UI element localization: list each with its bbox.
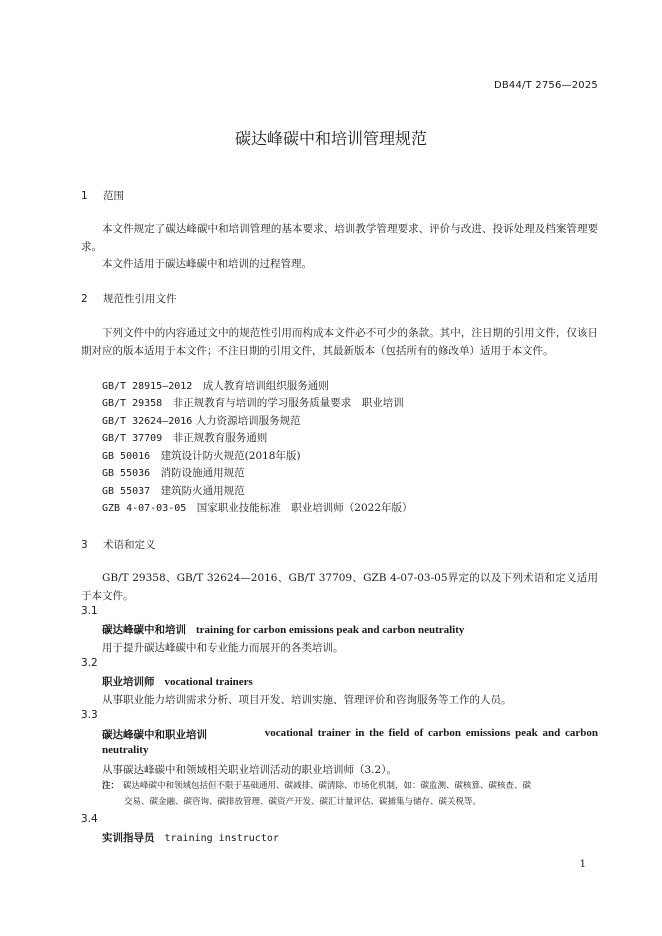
paragraph: GB/T 29358、GB/T 32624—2016、GB/T 37709、GZB 4-07-03-05界定的以及下列术语和定义适用于本文件。 (81, 572, 598, 602)
term-note (102, 778, 598, 810)
paragraph: 下列文件中的内容通过文中的规范性引用而构成本文件必不可少的条款。其中，注日期的引用文件，仅该日期对应的版本适用于本文件；不注日期的引用文件，其最新版本（包括所有的修改单）适用于本文件。 (81, 327, 598, 357)
paragraph: 本文件适用于碳达峰碳中和培训的过程管理。 (102, 258, 312, 270)
reference-name: 建筑设计防火规范(2018年版) (160, 450, 301, 462)
reference-name: 成人教育培训组织服务通则 (202, 380, 329, 392)
term-zh: 碳达峰碳中和培训 (102, 624, 186, 636)
page-number: 1 (579, 859, 586, 870)
paragraph: 本文件规定了碳达峰碳中和培训管理的基本要求、培训教学管理要求、评价与改进、投诉处理及档案管理要求。 (81, 223, 598, 253)
term-number: 3.2 (81, 657, 98, 669)
term-heading-continued (102, 744, 148, 756)
term-definition: 从事碳达峰碳中和领域相关职业培训活动的职业培训师（3.2）。 (102, 764, 397, 776)
reference-item (102, 465, 245, 480)
term-zh: 实训指导员 (102, 832, 155, 844)
term-en: neutrality (102, 744, 149, 756)
section-title: 规范性引用文件 (103, 293, 177, 305)
reference-code: GB 50016 (102, 451, 151, 462)
section-number: 3 (81, 539, 88, 551)
term-number: 3.3 (81, 709, 98, 721)
term-en: training instructor (164, 833, 279, 844)
reference-item (102, 395, 404, 410)
term-definition: 用于提升碳达峰碳中和专业能力而展开的各类培训。 (102, 642, 344, 654)
note-label: 注： (102, 781, 120, 791)
section-2-heading (81, 291, 177, 306)
term-number: 3.4 (81, 813, 98, 825)
reference-item (102, 378, 329, 393)
term-heading (102, 830, 279, 845)
reference-code: GB/T 28915—2012 (102, 381, 193, 392)
reference-name: 非正规教育服务通则 (172, 432, 268, 444)
term-en: training for carbon emissions peak and carbon neutrality (196, 624, 465, 636)
reference-code: GB/T 32624—2016 (102, 416, 193, 427)
section-1-heading (81, 188, 124, 203)
reference-item (102, 448, 301, 463)
reference-name: 非正规教育与培训的学习服务质量要求 职业培训 (172, 397, 404, 409)
note-text: 交易、碳金融、碳咨询、碳排放管理、碳资产开发、碳汇计量评估、碳捕集与储存、碳关税等。 (124, 797, 482, 807)
reference-code: GB/T 29358 (102, 398, 163, 409)
reference-name: 建筑防火通用规范 (160, 485, 245, 497)
term-en: vocational trainers (164, 676, 253, 688)
reference-code: GZB 4-07-03-05 (102, 503, 187, 514)
term-heading (102, 622, 464, 637)
reference-code: GB/T 37709 (102, 433, 163, 444)
section-number: 1 (81, 190, 88, 202)
term-zh: 碳达峰碳中和职业培训 (102, 729, 207, 741)
section-3-heading (81, 537, 156, 552)
reference-code: GB 55036 (102, 468, 151, 479)
reference-code: GB 55037 (102, 486, 151, 497)
document-title: 碳达峰碳中和培训管理规范 (234, 129, 427, 148)
reference-item (102, 483, 245, 498)
reference-name: 人力资源培训服务规范 (195, 415, 301, 427)
document-number: DB44/T 2756—2025 (493, 80, 598, 91)
reference-name: 消防设施通用规范 (160, 467, 245, 479)
reference-item (102, 500, 413, 515)
term-definition: 从事职业能力培训需求分析、项目开发、培训实施、管理评价和咨询服务等工作的人员。 (102, 694, 512, 706)
term-zh: 职业培训师 (102, 676, 155, 688)
note-text: 碳达峰碳中和领域包括但不限于基础通用、碳减排、碳清除、市场化机制，如：碳监测、碳核算、碳核查、碳 (123, 781, 532, 791)
term-en: vocational trainer in the field of carbon emissions peak and carbon (264, 727, 598, 739)
reference-item (102, 430, 267, 445)
section-title: 术语和定义 (103, 539, 156, 551)
term-number: 3.1 (81, 605, 98, 617)
term-heading (102, 674, 253, 689)
reference-item (102, 413, 301, 428)
term-heading (102, 727, 598, 742)
section-title: 范围 (103, 190, 124, 202)
section-number: 2 (81, 293, 88, 305)
reference-name: 国家职业技能标准 职业培训师（2022年版） (196, 502, 413, 514)
